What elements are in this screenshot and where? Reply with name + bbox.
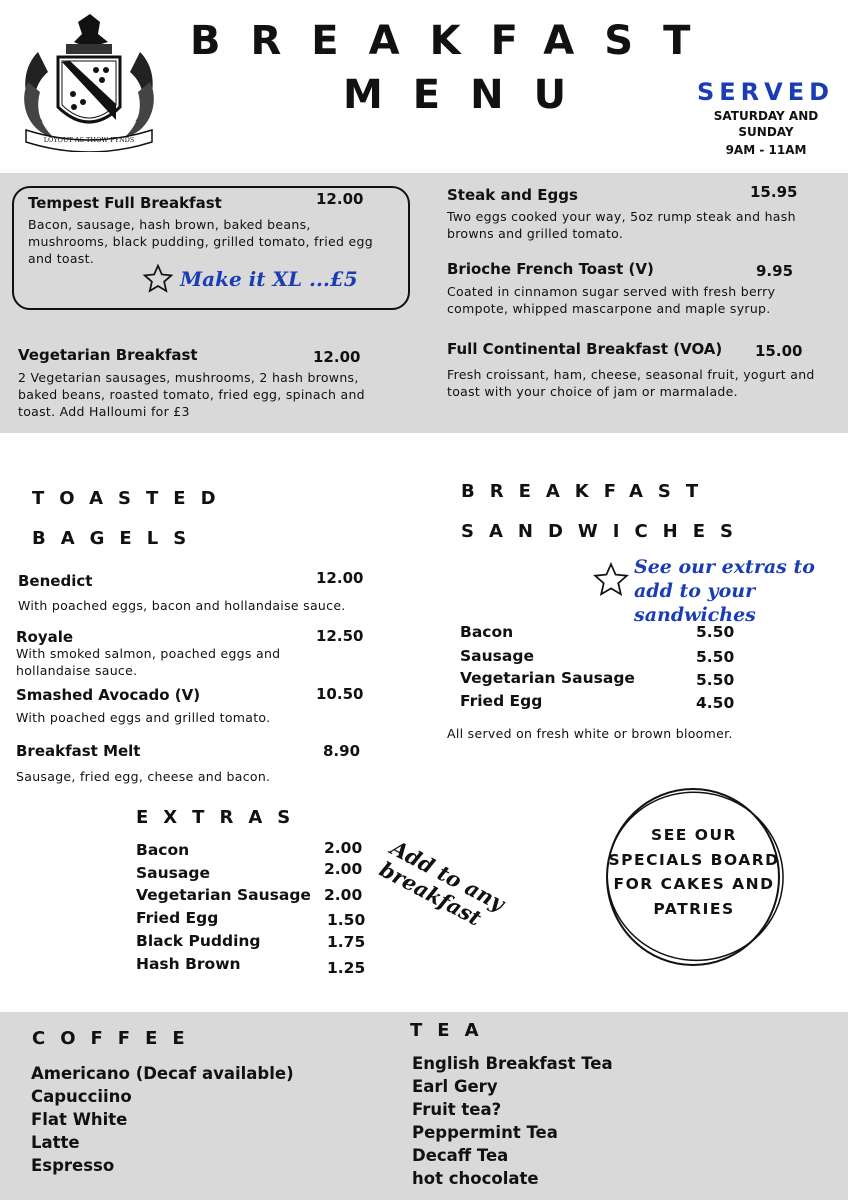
- tea-item: Earl Gery: [412, 1077, 498, 1096]
- item-price: 12.00: [313, 348, 361, 366]
- item-price: 9.95: [756, 262, 794, 280]
- sandwich-price: 5.50: [696, 623, 735, 641]
- extra-name: Black Pudding: [136, 932, 261, 950]
- item-name: Benedict: [18, 572, 93, 590]
- specials-board-note: SEE OUR SPECIALS BOARD FOR CAKES AND PATRIES: [608, 826, 780, 918]
- sandwiches-heading-2: SANDWICHES: [461, 521, 748, 542]
- item-name: Full Continental Breakfast (VOA): [447, 340, 723, 358]
- item-name: Steak and Eggs: [447, 186, 578, 204]
- extra-price: 2.00: [324, 839, 363, 857]
- tea-item: hot chocolate: [412, 1169, 539, 1188]
- item-price: 15.95: [750, 183, 798, 201]
- sandwiches-heading-1: BREAKFAST: [461, 481, 714, 502]
- sandwich-price: 5.50: [696, 648, 735, 666]
- tea-item: Fruit tea?: [412, 1100, 502, 1119]
- bagels-heading-1: TOASTED: [32, 488, 231, 509]
- extra-name: Fried Egg: [136, 909, 219, 927]
- coffee-item: Latte: [31, 1133, 80, 1152]
- sandwich-price: 5.50: [696, 671, 735, 689]
- extra-price: 1.50: [327, 911, 366, 929]
- sandwich-extras-note: See our extras to add to your sandwiches: [634, 556, 815, 626]
- sandwich-price: 4.50: [696, 694, 735, 712]
- extra-name: Bacon: [136, 841, 190, 859]
- extras-heading: EXTRAS: [136, 807, 306, 828]
- crest-banner-text: LOYOUT AS THOW FYNDS: [43, 136, 135, 144]
- item-desc: Sausage, fried egg, cheese and bacon.: [16, 769, 271, 784]
- extra-price: 2.00: [324, 860, 363, 878]
- tea-item: English Breakfast Tea: [412, 1054, 613, 1073]
- item-price: 12.00: [316, 569, 364, 587]
- served-hours: 9AM - 11AM: [725, 143, 807, 157]
- item-price: 12.00: [316, 190, 364, 208]
- item-price: 15.00: [755, 342, 803, 360]
- sandwich-name: Sausage: [460, 647, 534, 665]
- item-desc: Fresh croissant, ham, cheese, seasonal fruit, yogurt and toast with your choice of jam or marmalade.: [447, 367, 815, 399]
- item-price: 12.50: [316, 627, 364, 645]
- coffee-item: Capucciino: [31, 1087, 132, 1106]
- star-icon: [142, 263, 174, 295]
- extra-price: 2.00: [324, 886, 363, 904]
- item-name: Breakfast Melt: [16, 742, 141, 760]
- tea-item: Decaff Tea: [412, 1146, 509, 1165]
- item-price: 8.90: [323, 742, 361, 760]
- sandwich-footnote: All served on fresh white or brown bloomer.: [447, 726, 733, 741]
- title-line-2: MENU: [343, 72, 597, 118]
- add-to-breakfast-note: Add to any breakfast: [375, 835, 509, 931]
- extra-name: Hash Brown: [136, 955, 241, 973]
- item-desc: Two eggs cooked your way, 5oz rump steak and hash browns and grilled tomato.: [447, 209, 796, 241]
- item-name: Tempest Full Breakfast: [28, 194, 222, 212]
- extra-name: Sausage: [136, 864, 210, 882]
- tea-item: Peppermint Tea: [412, 1123, 558, 1142]
- item-desc: With poached eggs and grilled tomato.: [16, 710, 271, 725]
- crest-logo: [18, 12, 160, 152]
- extra-name: Vegetarian Sausage: [136, 886, 311, 904]
- item-name: Smashed Avocado (V): [16, 686, 201, 704]
- title-line-1: BREAKFAST: [190, 18, 721, 64]
- xl-upgrade-note: Make it XL ...£5: [180, 267, 358, 291]
- item-desc: Coated in cinnamon sugar served with fresh berry compote, whipped mascarpone and maple syrup.: [447, 284, 776, 316]
- extra-price: 1.25: [327, 959, 366, 977]
- item-name: Brioche French Toast (V): [447, 260, 654, 278]
- coffee-item: Flat White: [31, 1110, 128, 1129]
- star-icon: [592, 561, 630, 599]
- extra-price: 1.75: [327, 933, 366, 951]
- item-desc: With poached eggs, bacon and hollandaise sauce.: [18, 598, 346, 613]
- sandwich-name: Bacon: [460, 623, 514, 641]
- coffee-item: Americano (Decaf available): [31, 1064, 294, 1083]
- coffee-item: Espresso: [31, 1156, 115, 1175]
- sandwich-name: Vegetarian Sausage: [460, 669, 635, 687]
- item-desc: 2 Vegetarian sausages, mushrooms, 2 hash browns, baked beans, roasted tomato, fried egg, spinach and toast. Add Halloumi for £3: [18, 370, 365, 419]
- item-price: 10.50: [316, 685, 364, 703]
- sandwich-name: Fried Egg: [460, 692, 543, 710]
- served-days: SATURDAY AND SUNDAY: [713, 109, 819, 139]
- item-desc: Bacon, sausage, hash brown, baked beans, mushrooms, black pudding, grilled tomato, fried egg and toast.: [28, 217, 373, 266]
- item-desc: With smoked salmon, poached eggs and hollandaise sauce.: [16, 646, 281, 678]
- item-name: Royale: [16, 628, 74, 646]
- item-name: Vegetarian Breakfast: [18, 346, 198, 364]
- served-heading: SERVED: [697, 78, 835, 106]
- tea-heading: TEA: [410, 1020, 494, 1041]
- bagels-heading-2: BAGELS: [32, 528, 202, 549]
- coffee-heading: COFFEE: [32, 1028, 200, 1049]
